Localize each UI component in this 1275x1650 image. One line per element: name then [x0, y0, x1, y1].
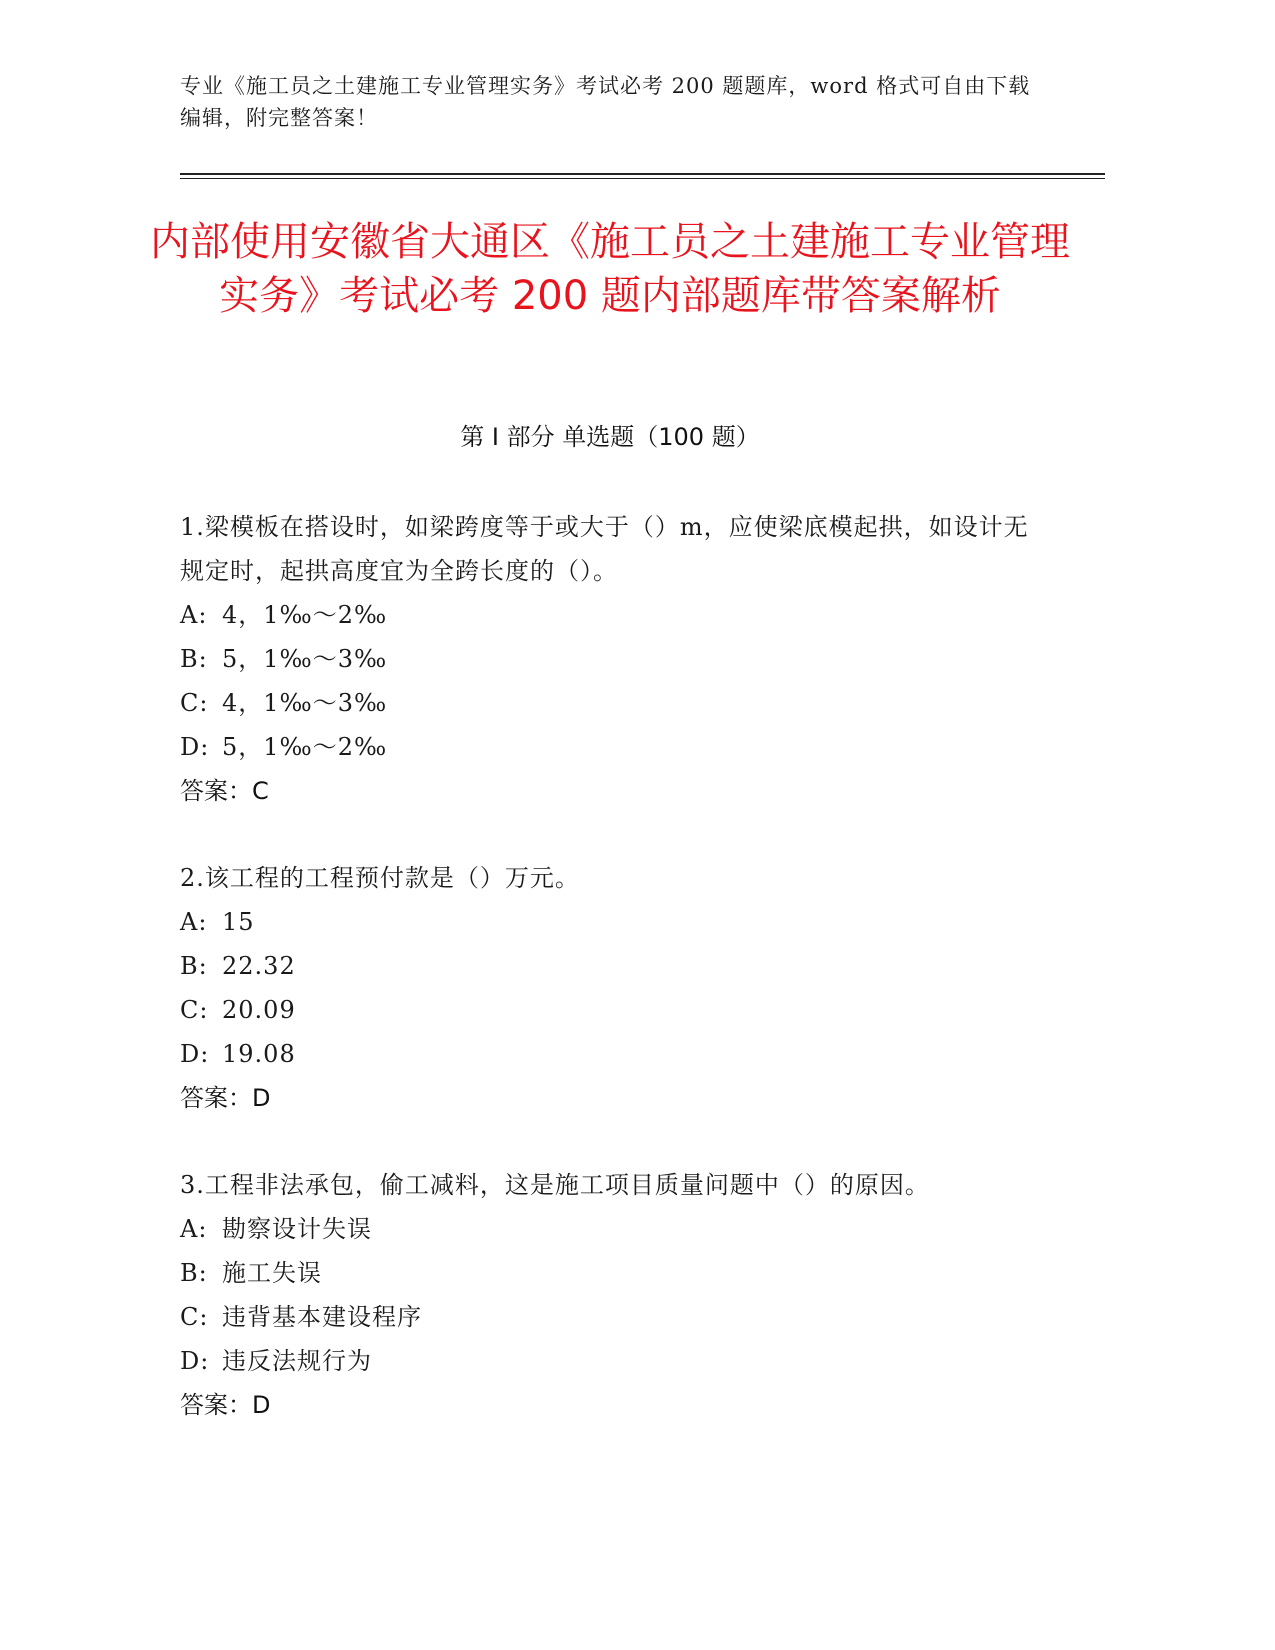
option-text: 违背基本建设程序 — [222, 1303, 422, 1331]
option-b — [180, 637, 1050, 681]
option-text: 19.08 — [222, 1040, 296, 1068]
option-text: 5，1‰～3‰ — [222, 645, 388, 673]
answer-line: 答案：D — [180, 1391, 271, 1419]
answer-line: 答案：D — [180, 1084, 271, 1112]
document-title: 内部使用安徽省大通区《施工员之土建施工专业管理实务》考试必考 200 题内部题库带答案解析 — [150, 219, 1070, 319]
option-label: B: — [180, 645, 208, 673]
question-stem: 1.梁模板在搭设时，如梁跨度等于或大于（）m，应使梁底模起拱，如设计无规定时，起拱高度宜为全跨长度的（）。 — [180, 513, 1029, 585]
option-c — [180, 681, 1050, 725]
option-text: 5，1‰～2‰ — [222, 733, 388, 761]
option-label: A: — [180, 1215, 208, 1243]
option-label: D: — [180, 1347, 210, 1375]
header-divider-thin — [180, 178, 1105, 179]
question-stem: 3.工程非法承包，偷工减料，这是施工项目质量问题中（）的原因。 — [180, 1171, 930, 1199]
option-a — [180, 900, 1050, 944]
option-text: 违反法规行为 — [222, 1347, 372, 1375]
option-text: 15 — [222, 908, 255, 936]
option-d — [180, 1032, 1050, 1076]
option-text: 勘察设计失误 — [222, 1215, 372, 1243]
option-b — [180, 1251, 1050, 1295]
option-label: B: — [180, 952, 208, 980]
option-a — [180, 1207, 1050, 1251]
question-3 — [180, 1163, 1050, 1427]
option-label: A: — [180, 601, 208, 629]
option-label: A: — [180, 908, 208, 936]
option-d — [180, 725, 1050, 769]
section-title: 第 I 部分 单选题（100 题） — [460, 423, 760, 451]
option-d — [180, 1339, 1050, 1383]
option-text: 4，1‰～2‰ — [222, 601, 388, 629]
option-label: C: — [180, 996, 209, 1024]
option-c — [180, 1295, 1050, 1339]
option-b — [180, 944, 1050, 988]
question-2 — [180, 856, 1050, 1120]
option-label: B: — [180, 1259, 208, 1287]
option-a — [180, 593, 1050, 637]
question-list — [180, 505, 1050, 1470]
option-c — [180, 988, 1050, 1032]
option-text: 4，1‰～3‰ — [222, 689, 388, 717]
question-stem: 2.该工程的工程预付款是（）万元。 — [180, 864, 580, 892]
option-text: 施工失误 — [222, 1259, 322, 1287]
header-divider-thick — [180, 173, 1105, 175]
option-label: C: — [180, 1303, 209, 1331]
option-text: 22.32 — [222, 952, 296, 980]
header-note: 专业《施工员之土建施工专业管理实务》考试必考 200 题题库，word 格式可自由下载编辑，附完整答案！ — [180, 74, 1031, 130]
option-text: 20.09 — [222, 996, 296, 1024]
option-label: D: — [180, 733, 210, 761]
question-1 — [180, 505, 1050, 813]
option-label: C: — [180, 689, 209, 717]
answer-line: 答案：C — [180, 777, 269, 805]
option-label: D: — [180, 1040, 210, 1068]
